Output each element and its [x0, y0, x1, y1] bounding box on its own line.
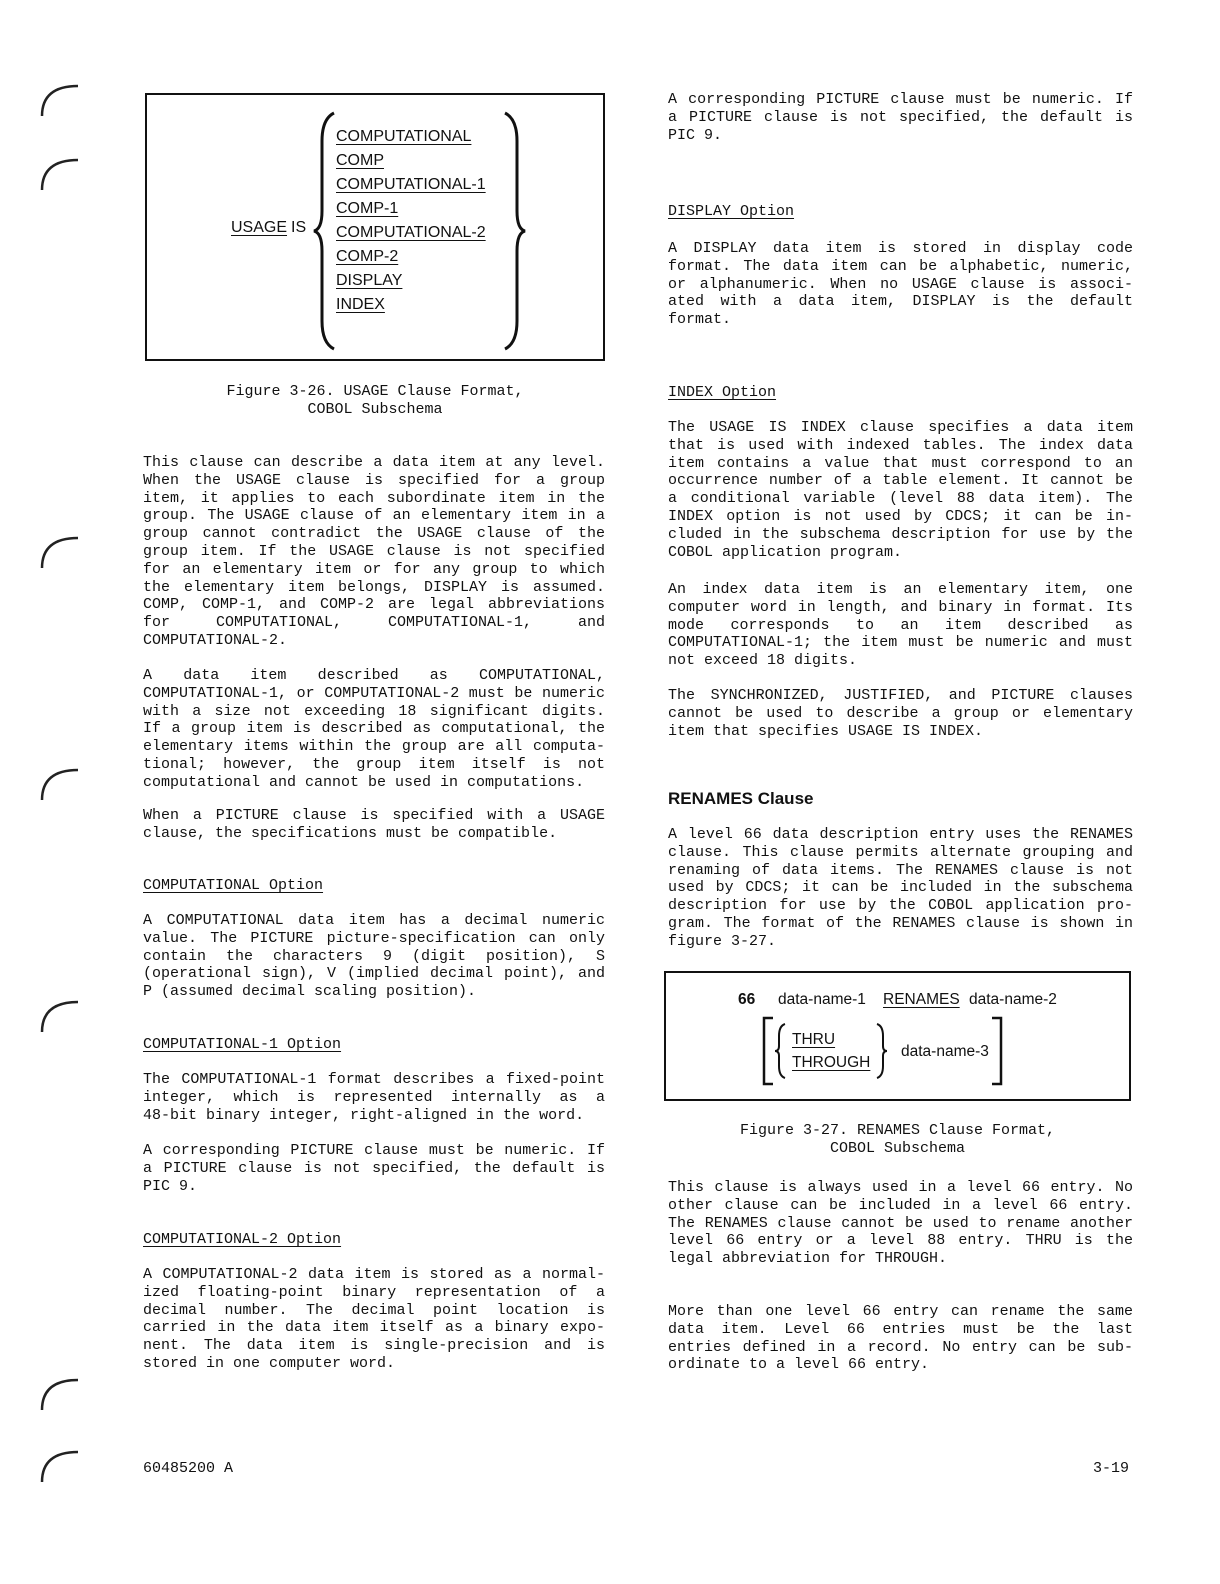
text-line: for COMPUTATIONAL, COMPUTATIONAL-1, and: [143, 614, 605, 632]
text-line: tional; however, the group item itself is not: [143, 755, 605, 773]
text-line: entries defined in a record. No entry can be sub-: [668, 1338, 1133, 1356]
left-bracket-icon: [761, 1016, 775, 1086]
paragraph: [668, 826, 1133, 951]
caption-line: COBOL Subschema: [307, 401, 443, 418]
text-line: other clause can be included in a level 66 entry.: [668, 1196, 1133, 1214]
text-line: A corresponding PICTURE clause must be numeric. If: [143, 1142, 605, 1159]
text-line: the elementary item belongs, DISPLAY is assumed.: [143, 578, 605, 596]
text-line: COMP, COMP-1, and COMP-2 are legal abbreviations: [143, 596, 605, 614]
text-line: A level 66 data description entry uses the RENAMES: [668, 826, 1133, 843]
usage-option: COMP: [336, 152, 384, 169]
text-line: item contains a value that must correspond to an: [668, 454, 1133, 472]
text-line: decimal number. The decimal point location is: [143, 1301, 605, 1319]
text-line: computer word in length, and binary in format. Its: [668, 598, 1133, 616]
text-line: stored in one computer word.: [143, 1354, 396, 1372]
section-heading: COMPUTATIONAL-2 Option: [143, 1231, 342, 1248]
text-line: integer, which is represented internally as a: [143, 1088, 605, 1106]
usage-option: COMP-2: [336, 248, 399, 265]
text-line: renaming of data items. The RENAMES clause is not: [668, 861, 1133, 879]
text-line: occurrence number of a table element. It cannot be: [668, 472, 1133, 490]
paragraph: [668, 240, 1133, 329]
text-line: The RENAMES clause cannot be used to rename another: [668, 1214, 1133, 1232]
text-line: cluded in the subschema description for use by the: [668, 525, 1133, 543]
paragraph: [143, 1142, 605, 1195]
text-line: COBOL application program.: [668, 543, 903, 561]
binder-mark-icon: [38, 152, 88, 192]
text-line: nent. The data item is single-precision and is: [143, 1337, 605, 1355]
section-heading: COMPUTATIONAL Option: [143, 877, 324, 894]
text-line: data item. Level 66 entries must be the last: [668, 1320, 1133, 1338]
paragraph: [668, 91, 1133, 144]
text-line: gram. The format of the RENAMES clause is shown in: [668, 914, 1133, 932]
text-line: 48-bit binary integer, right-aligned in the word.: [143, 1106, 585, 1124]
right-brace-icon: [874, 1022, 888, 1080]
text-line: elementary items within the group are all computa-: [143, 738, 605, 756]
caption-line: Figure 3-27. RENAMES Clause Format,: [739, 1122, 1056, 1139]
text-line: An index data item is an elementary item, one: [668, 581, 1133, 598]
text-line: P (assumed decimal scaling position).: [143, 983, 477, 1001]
thru-keyword: THRU: [792, 1031, 836, 1048]
binder-mark-icon: [38, 78, 88, 118]
text-line: value. The PICTURE picture-specification can only: [143, 929, 605, 947]
usage-option: COMPUTATIONAL-2: [336, 224, 486, 241]
binder-mark-icon: [38, 1372, 88, 1412]
text-line: ordinate to a level 66 entry.: [668, 1356, 930, 1374]
text-line: The USAGE IS INDEX clause specifies a data item: [668, 419, 1133, 436]
text-line: contain the characters 9 (digit position), S: [143, 947, 605, 965]
text-line: When the USAGE clause is specified for a group: [143, 471, 605, 489]
text-line: A data item described as COMPUTATIONAL,: [143, 667, 605, 684]
text-line: not exceed 18 digits.: [668, 652, 858, 670]
usage-option: COMPUTATIONAL: [336, 128, 472, 145]
right-bracket-icon: [990, 1016, 1004, 1086]
left-brace-icon: [312, 111, 338, 351]
binder-mark-icon: [38, 1444, 88, 1484]
figure-caption: [145, 383, 605, 419]
text-line: item, it applies to each subordinate item in the: [143, 489, 605, 507]
text-line: figure 3-27.: [668, 932, 777, 950]
is-keyword: IS: [291, 219, 307, 236]
figure-caption: [664, 1122, 1131, 1158]
text-line: for an elementary item or for any group to which: [143, 560, 605, 578]
renames-format-figure: [664, 971, 1131, 1101]
left-brace-icon: [774, 1022, 788, 1080]
section-title: RENAMES Clause: [668, 789, 814, 808]
text-line: (operational sign), V (implied decimal point), and: [143, 965, 605, 983]
section-heading: COMPUTATIONAL-1 Option: [143, 1036, 342, 1053]
text-line: A COMPUTATIONAL-2 data item is stored as a normal-: [143, 1266, 605, 1283]
text-line: A COMPUTATIONAL data item has a decimal numeric: [143, 912, 605, 929]
text-line: The COMPUTATIONAL-1 format describes a fixed-point: [143, 1071, 605, 1088]
text-line: used by CDCS; it can be included in the subschema: [668, 879, 1133, 897]
usage-option: COMP-1: [336, 200, 399, 217]
text-line: COMPUTATIONAL-2.: [143, 631, 288, 649]
text-line: When a PICTURE clause is specified with a USAGE: [143, 807, 605, 824]
binder-mark-icon: [38, 994, 88, 1034]
text-line: group item. If the USAGE clause is not specified: [143, 542, 605, 560]
text-line: mode corresponds to an item described as: [668, 616, 1133, 634]
text-line: format. The data item can be alphabetic, numeric,: [668, 257, 1133, 275]
level-number: 66: [738, 991, 756, 1008]
text-line: description for use by the COBOL application pro-: [668, 897, 1133, 915]
binder-mark-icon: [38, 530, 88, 570]
text-line: level 66 entry or a level 88 entry. THRU is the: [668, 1232, 1133, 1250]
renames-keyword: RENAMES: [883, 991, 960, 1008]
paragraph: [668, 581, 1133, 670]
text-line: cannot be used to describe a group or elementary: [668, 704, 1133, 722]
paragraph: [143, 912, 605, 1001]
caption-line: Figure 3-26. USAGE Clause Format,: [226, 383, 524, 400]
caption-line: COBOL Subschema: [829, 1140, 966, 1157]
usage-option: DISPLAY: [336, 272, 403, 289]
usage-option: INDEX: [336, 296, 385, 313]
text-line: clause. This clause permits alternate grouping and: [668, 843, 1133, 861]
text-line: format.: [668, 311, 732, 329]
usage-format-figure: [145, 93, 605, 361]
paragraph: [143, 1266, 605, 1373]
through-keyword: THROUGH: [792, 1054, 871, 1071]
data-name-1: data-name-1: [778, 991, 866, 1008]
data-name-3: data-name-3: [901, 1043, 989, 1060]
text-line: COMPUTATIONAL-1; the item must be numeric and must: [668, 634, 1133, 652]
paragraph: [143, 807, 605, 843]
paragraph: [668, 687, 1133, 740]
text-line: This clause is always used in a level 66 entry. No: [668, 1179, 1133, 1196]
text-line: legal abbreviation for THROUGH.: [668, 1250, 948, 1268]
text-line: carried in the data item itself as a binary expo-: [143, 1319, 605, 1337]
right-brace-icon: [501, 111, 527, 351]
text-line: or alphanumeric. When no USAGE clause is associ-: [668, 275, 1133, 293]
usage-keyword: USAGE: [231, 219, 288, 236]
binder-mark-icon: [38, 762, 88, 802]
paragraph: [668, 1179, 1133, 1268]
text-line: a conditional variable (level 88 data item). The: [668, 490, 1133, 508]
section-heading: INDEX Option: [668, 384, 777, 401]
text-line: More than one level 66 entry can rename the same: [668, 1303, 1133, 1320]
page-number: 3-19: [1093, 1460, 1130, 1477]
text-line: The SYNCHRONIZED, JUSTIFIED, and PICTURE clauses: [668, 687, 1133, 704]
paragraph: [143, 1071, 605, 1124]
paragraph: [668, 1303, 1133, 1374]
text-line: PIC 9.: [668, 126, 723, 144]
text-line: that is used with indexed tables. The index data: [668, 436, 1133, 454]
text-line: If a group item is described as computational, the: [143, 720, 605, 738]
text-line: group. The USAGE clause of an elementary item in a: [143, 507, 605, 525]
text-line: PIC 9.: [143, 1177, 198, 1195]
text-line: with a size not exceeding 18 significant digits.: [143, 702, 605, 720]
text-line: group cannot contradict the USAGE clause of the: [143, 525, 605, 543]
text-line: a PICTURE clause is not specified, the default is: [668, 108, 1133, 126]
text-line: COMPUTATIONAL-1, or COMPUTATIONAL-2 must be numeric: [143, 684, 605, 702]
usage-option: COMPUTATIONAL-1: [336, 176, 486, 193]
data-name-2: data-name-2: [969, 991, 1057, 1008]
text-line: ated with a data item, DISPLAY is the default: [668, 293, 1133, 311]
text-line: a PICTURE clause is not specified, the default is: [143, 1159, 605, 1177]
document-number: 60485200 A: [143, 1460, 234, 1477]
paragraph: [668, 419, 1133, 561]
text-line: This clause can describe a data item at any level.: [143, 454, 605, 471]
text-line: A corresponding PICTURE clause must be numeric. If: [668, 91, 1133, 108]
text-line: computational and cannot be used in computations.: [143, 773, 585, 791]
text-line: INDEX option is not used by CDCS; it can be in-: [668, 507, 1133, 525]
text-line: item that specifies USAGE IS INDEX.: [668, 722, 984, 740]
paragraph: [143, 454, 605, 650]
text-line: ized floating-point binary representation of a: [143, 1283, 605, 1301]
paragraph: [143, 667, 605, 792]
text-line: A DISPLAY data item is stored in display code: [668, 240, 1133, 257]
section-heading: DISPLAY Option: [668, 203, 795, 220]
text-line: clause, the specifications must be compatible.: [143, 824, 558, 842]
